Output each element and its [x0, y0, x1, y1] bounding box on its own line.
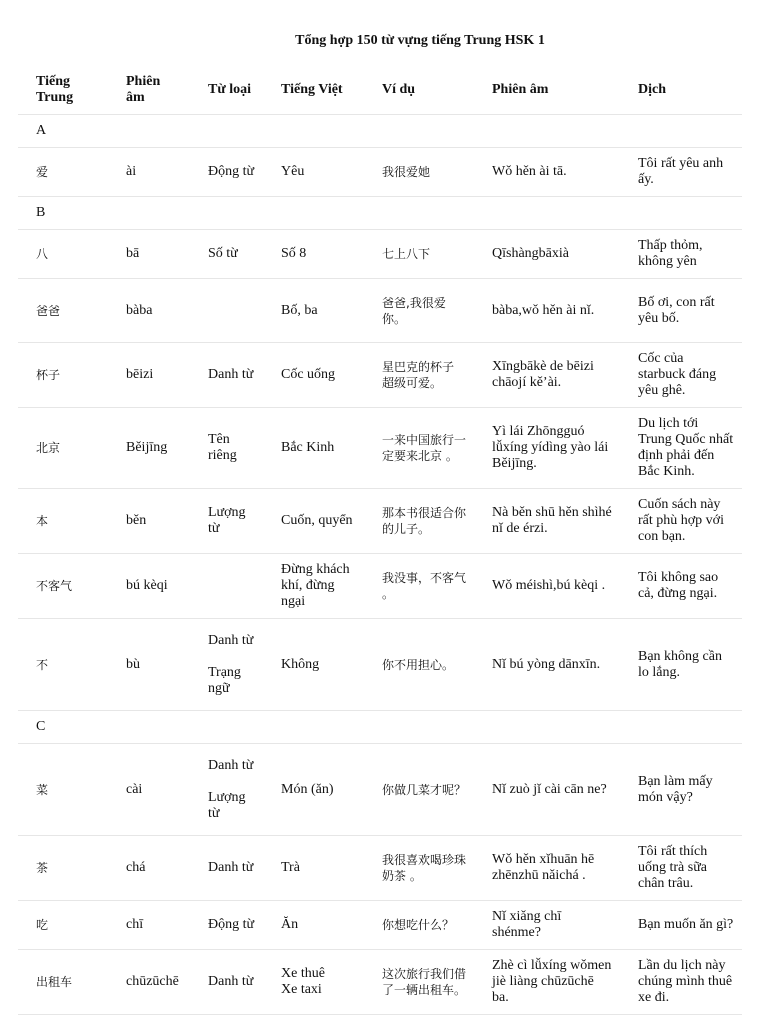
pinyin-cell: bàba	[108, 279, 190, 343]
example-pinyin-cell: Wǒ hěn ài tā.	[474, 148, 620, 197]
part-of-speech-cell	[190, 836, 263, 901]
table-row	[18, 744, 742, 836]
vocabulary-body	[18, 115, 742, 1015]
part-of-speech: Lượng từ	[208, 789, 246, 821]
pinyin-cell: chá	[108, 836, 190, 901]
example-pinyin-cell: Nǐ zuò jǐ cài cān ne?	[474, 744, 620, 836]
header-pinyin: Phiên âm	[108, 66, 190, 115]
section-letter: A	[18, 115, 742, 148]
example-pinyin-cell: Yì lái Zhōngguó lǚxíng yídìng yào lái Běijīng.	[474, 408, 620, 489]
part-of-speech: Danh từ	[208, 632, 254, 648]
translation-cell: Tôi rất thích uống trà sữa chân trâu.	[620, 836, 742, 901]
part-of-speech-cell	[190, 901, 263, 950]
pinyin-cell: chūzūchē	[108, 950, 190, 1015]
part-of-speech-cell	[190, 343, 263, 408]
header-row	[18, 66, 742, 115]
pinyin-cell: bú kèqi	[108, 554, 190, 619]
translation-cell: Lần du lịch này chúng mình thuê xe đi.	[620, 950, 742, 1015]
hanzi-cell: 不客气	[18, 554, 108, 619]
example-pinyin-cell: Qīshàngbāxià	[474, 230, 620, 279]
table-row	[18, 950, 742, 1015]
table-row	[18, 489, 742, 554]
hanzi-cell: 本	[18, 489, 108, 554]
header-example: Ví dụ	[364, 66, 474, 115]
part-of-speech: Danh từ	[208, 860, 254, 875]
part-of-speech-cell	[190, 148, 263, 197]
vocabulary-table	[18, 66, 742, 1015]
section-letter-row	[18, 711, 742, 744]
vietnamese-cell: Đừng khách khí, đừng ngại	[263, 554, 364, 619]
vietnamese-cell: Cốc uống	[263, 343, 364, 408]
hanzi-cell: 八	[18, 230, 108, 279]
hanzi-cell: 茶	[18, 836, 108, 901]
section-letter-row	[18, 115, 742, 148]
section-letter: C	[18, 711, 742, 744]
section-letter-row	[18, 197, 742, 230]
vietnamese-cell: Bắc Kinh	[263, 408, 364, 489]
table-row	[18, 148, 742, 197]
example-cell: 我很爱她	[364, 148, 474, 197]
translation-cell: Cốc của starbuck đáng yêu ghê.	[620, 343, 742, 408]
example-pinyin-cell: bàba,wǒ hěn ài nǐ.	[474, 279, 620, 343]
example-cell: 我很喜欢喝珍珠奶茶 。	[364, 836, 474, 901]
part-of-speech-cell	[190, 619, 263, 711]
part-of-speech: Trạng ngữ	[208, 664, 241, 696]
example-cell: 你不用担心。	[364, 619, 474, 711]
hanzi-cell: 爸爸	[18, 279, 108, 343]
pinyin-cell: bù	[108, 619, 190, 711]
header-hanzi: Tiếng Trung	[18, 66, 108, 115]
document-title: Tổng hợp 150 từ vựng tiếng Trung HSK 1	[295, 33, 545, 48]
hanzi-cell: 吃	[18, 901, 108, 950]
example-pinyin-cell: Wǒ hěn xǐhuān hē zhēnzhū nǎichá .	[474, 836, 620, 901]
part-of-speech-cell	[190, 279, 263, 343]
part-of-speech-cell	[190, 408, 263, 489]
vietnamese-cell: Cuốn, quyển	[263, 489, 364, 554]
translation-cell: Bố ơi, con rất yêu bố.	[620, 279, 742, 343]
section-letter: B	[18, 197, 742, 230]
pinyin-cell: cài	[108, 744, 190, 836]
table-row	[18, 901, 742, 950]
translation-cell: Bạn không cần lo lắng.	[620, 619, 742, 711]
hanzi-cell: 爱	[18, 148, 108, 197]
table-row	[18, 279, 742, 343]
part-of-speech: Động từ	[208, 164, 255, 179]
part-of-speech: Danh từ	[208, 974, 254, 989]
translation-cell: Tôi rất yêu anh ấy.	[620, 148, 742, 197]
table-row	[18, 554, 742, 619]
vietnamese-cell: Món (ăn)	[263, 744, 364, 836]
vietnamese-cell: Trà	[263, 836, 364, 901]
header-example-pinyin: Phiên âm	[474, 66, 620, 115]
vietnamese-cell: Yêu	[263, 148, 364, 197]
hanzi-cell: 出租车	[18, 950, 108, 1015]
hanzi-cell: 不	[18, 619, 108, 711]
part-of-speech: Số từ	[208, 246, 238, 261]
part-of-speech: Tên riêng	[208, 432, 237, 463]
header-translation: Dịch	[620, 66, 742, 115]
vietnamese-cell: Xe thuê Xe taxi	[263, 950, 364, 1015]
example-pinyin-cell: Xīngbākè de bēizi chāojí kě’ài.	[474, 343, 620, 408]
hanzi-cell: 菜	[18, 744, 108, 836]
part-of-speech: Danh từ	[208, 757, 254, 773]
example-cell: 那本书很适合你的儿子。	[364, 489, 474, 554]
example-pinyin-cell: Zhè cì lǚxíng wǒmen jiè liàng chūzūchē ba.	[474, 950, 620, 1015]
part-of-speech: Danh từ	[208, 367, 254, 382]
part-of-speech: Động từ	[208, 917, 255, 932]
pinyin-cell: chī	[108, 901, 190, 950]
part-of-speech-cell	[190, 950, 263, 1015]
part-of-speech-cell	[190, 489, 263, 554]
table-row	[18, 408, 742, 489]
example-pinyin-cell: Nà běn shū hěn shìhé nǐ de érzi.	[474, 489, 620, 554]
pinyin-cell: ài	[108, 148, 190, 197]
hanzi-cell: 杯子	[18, 343, 108, 408]
translation-cell: Bạn làm mấy món vậy?	[620, 744, 742, 836]
vietnamese-cell: Không	[263, 619, 364, 711]
translation-cell: Cuốn sách này rất phù hợp với con bạn.	[620, 489, 742, 554]
example-cell: 你做几菜才呢？	[364, 744, 474, 836]
part-of-speech-cell	[190, 744, 263, 836]
part-of-speech-cell	[190, 230, 263, 279]
table-row	[18, 836, 742, 901]
header-vietnamese: Tiếng Việt	[263, 66, 364, 115]
translation-cell: Du lịch tới Trung Quốc nhất định phải đến Bắc Kinh.	[620, 408, 742, 489]
header-part-of-speech: Từ loại	[190, 66, 263, 115]
pinyin-cell: bēizi	[108, 343, 190, 408]
example-cell: 爸爸,我很爱你。	[364, 279, 474, 343]
translation-cell: Bạn muốn ăn gì?	[620, 901, 742, 950]
pinyin-cell: Běijīng	[108, 408, 190, 489]
pinyin-cell: bā	[108, 230, 190, 279]
translation-cell: Thấp thỏm, không yên	[620, 230, 742, 279]
table-row	[18, 343, 742, 408]
example-cell: 一来中国旅行一定要来北京 。	[364, 408, 474, 489]
example-cell: 七上八下	[364, 230, 474, 279]
table-row	[18, 230, 742, 279]
example-pinyin-cell: Wǒ méishì,bú kèqi .	[474, 554, 620, 619]
example-cell: 这次旅行我们借了一辆出租车。	[364, 950, 474, 1015]
table-row	[18, 619, 742, 711]
example-cell: 我没事，不客气 。	[364, 554, 474, 619]
part-of-speech: Lượng từ	[208, 505, 246, 536]
hanzi-cell: 北京	[18, 408, 108, 489]
translation-cell: Tôi không sao cả, đừng ngại.	[620, 554, 742, 619]
vietnamese-cell: Ăn	[263, 901, 364, 950]
part-of-speech-cell	[190, 554, 263, 619]
vietnamese-cell: Bố, ba	[263, 279, 364, 343]
pinyin-cell: běn	[108, 489, 190, 554]
example-cell: 星巴克的杯子 超级可爱。	[364, 343, 474, 408]
vietnamese-cell: Số 8	[263, 230, 364, 279]
example-pinyin-cell: Nǐ bú yòng dānxīn.	[474, 619, 620, 711]
example-cell: 你想吃什么？	[364, 901, 474, 950]
example-pinyin-cell: Nǐ xiǎng chī shénme?	[474, 901, 620, 950]
